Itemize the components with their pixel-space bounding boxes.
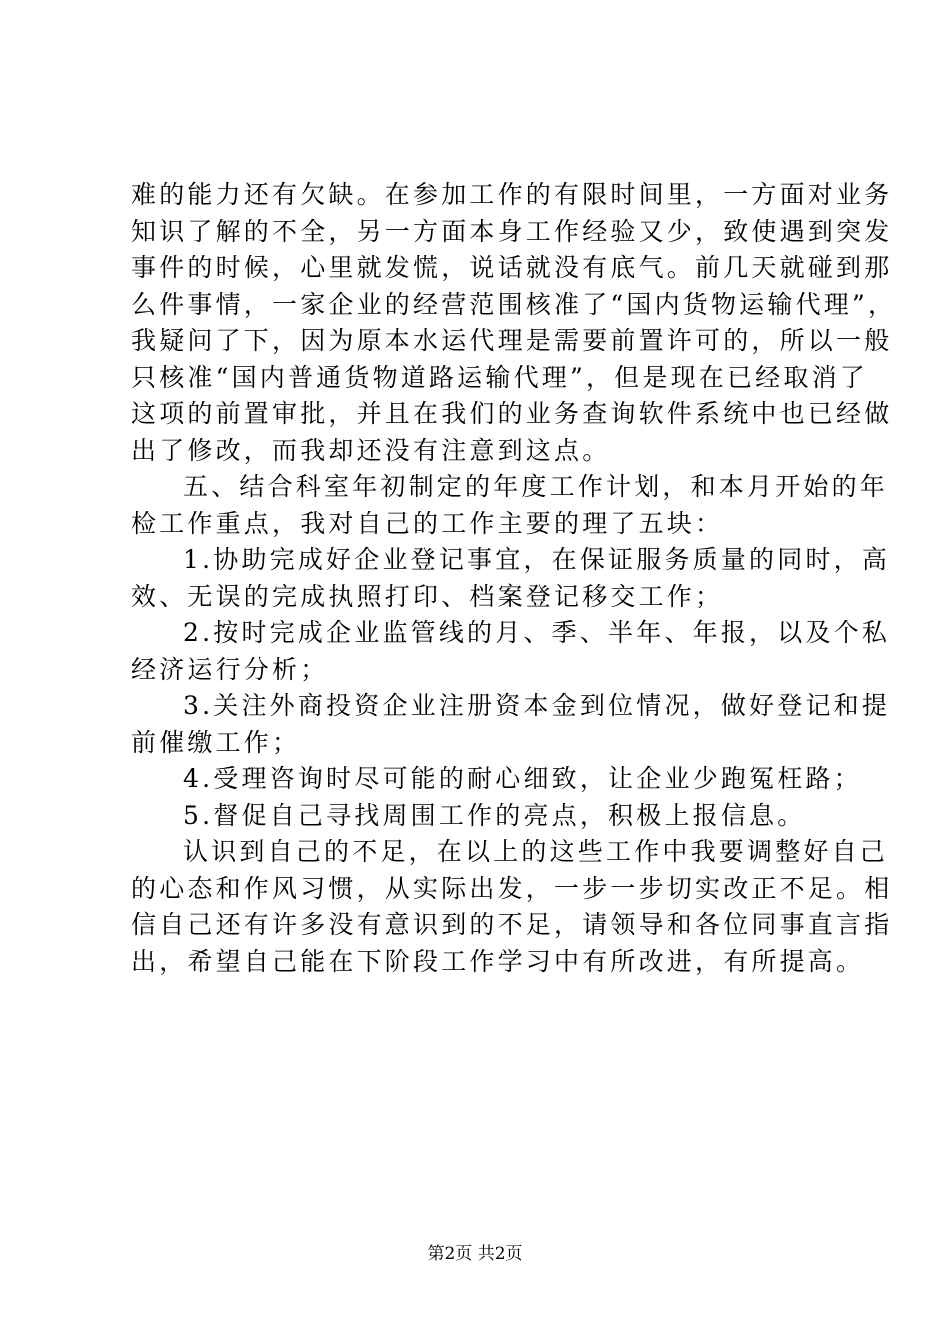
text-line: 2.按时完成企业监管线的月、季、半年、年报，以及个私 <box>183 618 891 647</box>
text-line: 事件的时候，心里就发慌，说话就没有底气。前几天就碰到那 <box>131 253 893 282</box>
text-line: 出，希望自己能在下阶段工作学习中有所改进，有所提高。 <box>131 946 865 976</box>
page-footer: 第2页 共2页 <box>427 1244 523 1264</box>
text-line: 我疑问了下，因为原本水运代理是需要前置许可的，所以一般 <box>131 326 893 355</box>
text-line: 难的能力还有欠缺。在参加工作的有限时间里，一方面对业务 <box>131 180 893 209</box>
text-line: 五、结合科室年初制定的年度工作计划，和本月开始的年 <box>183 472 889 501</box>
text-line: 知识了解的不全，另一方面本身工作经验又少，致使遇到突发 <box>131 216 893 246</box>
text-line: 经济运行分析； <box>131 654 329 684</box>
text-line: 3.关注外商投资企业注册资本金到位情况，做好登记和提 <box>183 691 891 720</box>
text-line: 4.受理咨询时尽可能的耐心细致，让企业少跑冤枉路； <box>183 764 862 793</box>
text-line: 信自己还有许多没有意识到的不足，请领导和各位同事直言指 <box>131 910 893 939</box>
text-line: 1.协助完成好企业登记事宜，在保证服务质量的同时，高 <box>183 545 891 574</box>
text-line: 只核准“国内普通货物道路运输代理”，但是现在已经取消了 <box>131 362 868 392</box>
text-line: 效、无误的完成执照打印、档案登记移交工作； <box>131 581 724 611</box>
text-line: 么件事情，一家企业的经营范围核准了“国内货物运输代理”， <box>131 289 897 319</box>
text-line: 认识到自己的不足，在以上的这些工作中我要调整好自己 <box>183 837 889 866</box>
text-line: 的心态和作风习惯，从实际出发，一步一步切实改正不足。相 <box>131 873 893 903</box>
text-line: 检工作重点，我对自己的工作主要的理了五块： <box>131 508 724 538</box>
text-line: 前催缴工作； <box>131 727 301 757</box>
text-line: 出了修改，而我却还没有注意到这点。 <box>131 435 611 465</box>
text-line: 5.督促自己寻找周围工作的亮点，积极上报信息。 <box>183 800 806 830</box>
document-body <box>131 177 897 980</box>
text-line: 这项的前置审批，并且在我们的业务查询软件系统中也已经做 <box>131 399 893 428</box>
